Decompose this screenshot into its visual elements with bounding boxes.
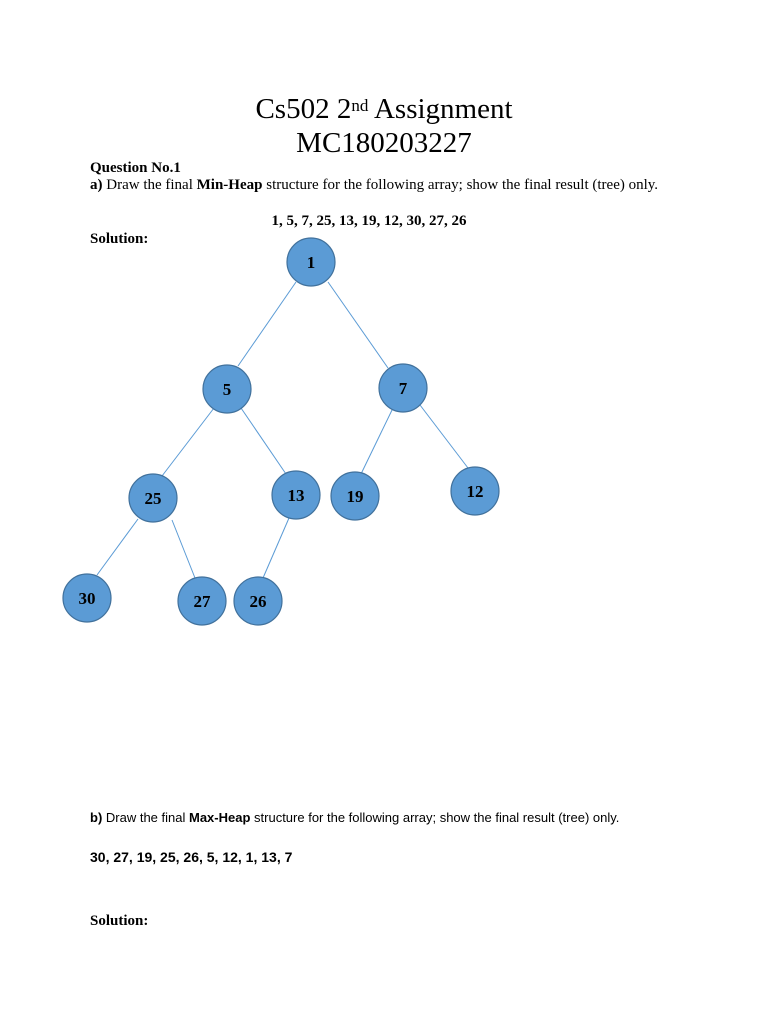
edge-25-30: [97, 519, 138, 575]
heap-node-value: 30: [78, 589, 96, 608]
heap-node: [379, 364, 427, 412]
question-a-term: Min-Heap: [196, 177, 263, 193]
heap-node: [63, 574, 111, 622]
heap-node: [451, 467, 499, 515]
question-b-text: [90, 810, 619, 825]
question-b-solution-label: Solution:: [90, 913, 149, 929]
question-a-array: 1, 5, 7, 25, 13, 19, 12, 30, 27, 26: [271, 213, 467, 229]
question-b-array: 30, 27, 19, 25, 26, 5, 12, 1, 13, 7: [90, 849, 293, 865]
question-b-text-after: structure for the following array; show the final result (tree) only.: [250, 810, 620, 825]
title-assignment: Assignment: [368, 93, 513, 125]
question-a-text-after: structure for the following array; show the final result (tree) only.: [262, 177, 659, 193]
heap-node: [287, 238, 335, 286]
title-ordinal-suffix: nd: [351, 96, 369, 115]
edge-25-27: [172, 520, 195, 578]
heap-node-value: 25: [144, 489, 162, 508]
heap-node-value: 19: [346, 487, 364, 506]
student-id: MC180203227: [296, 127, 472, 159]
question-b-text-before: Draw the final: [102, 810, 189, 825]
heap-node: [178, 577, 226, 625]
heap-node: [203, 365, 251, 413]
edge-7-19: [361, 408, 393, 474]
heap-node: [272, 471, 320, 519]
edge-1-5: [238, 282, 296, 366]
heap-node: [331, 472, 379, 520]
heap-node: [234, 577, 282, 625]
tree-edges: [97, 282, 468, 578]
title-course: Cs502 2: [255, 93, 352, 125]
question-a-prefix: a): [90, 177, 103, 193]
question-a-text-before: Draw the final: [102, 177, 197, 193]
heap-node-value: 5: [222, 380, 232, 399]
question-b-term: Max-Heap: [188, 810, 251, 825]
heap-node-value: 13: [287, 486, 305, 505]
edge-1-7: [328, 282, 388, 368]
heap-node: [129, 474, 177, 522]
heap-node-value: 27: [193, 592, 211, 611]
edge-5-25: [162, 408, 214, 476]
edge-13-26: [263, 518, 289, 578]
heap-node-value: 1: [306, 253, 316, 272]
question-b-prefix: b): [90, 810, 103, 825]
heap-node-value: 26: [249, 592, 267, 611]
edge-7-12: [420, 405, 468, 468]
question-a-solution-label: Solution:: [90, 231, 149, 247]
question-heading: Question No.1: [90, 160, 181, 176]
heap-node-value: 7: [398, 379, 408, 398]
edge-5-13: [241, 408, 286, 474]
heap-node-value: 12: [466, 482, 484, 501]
